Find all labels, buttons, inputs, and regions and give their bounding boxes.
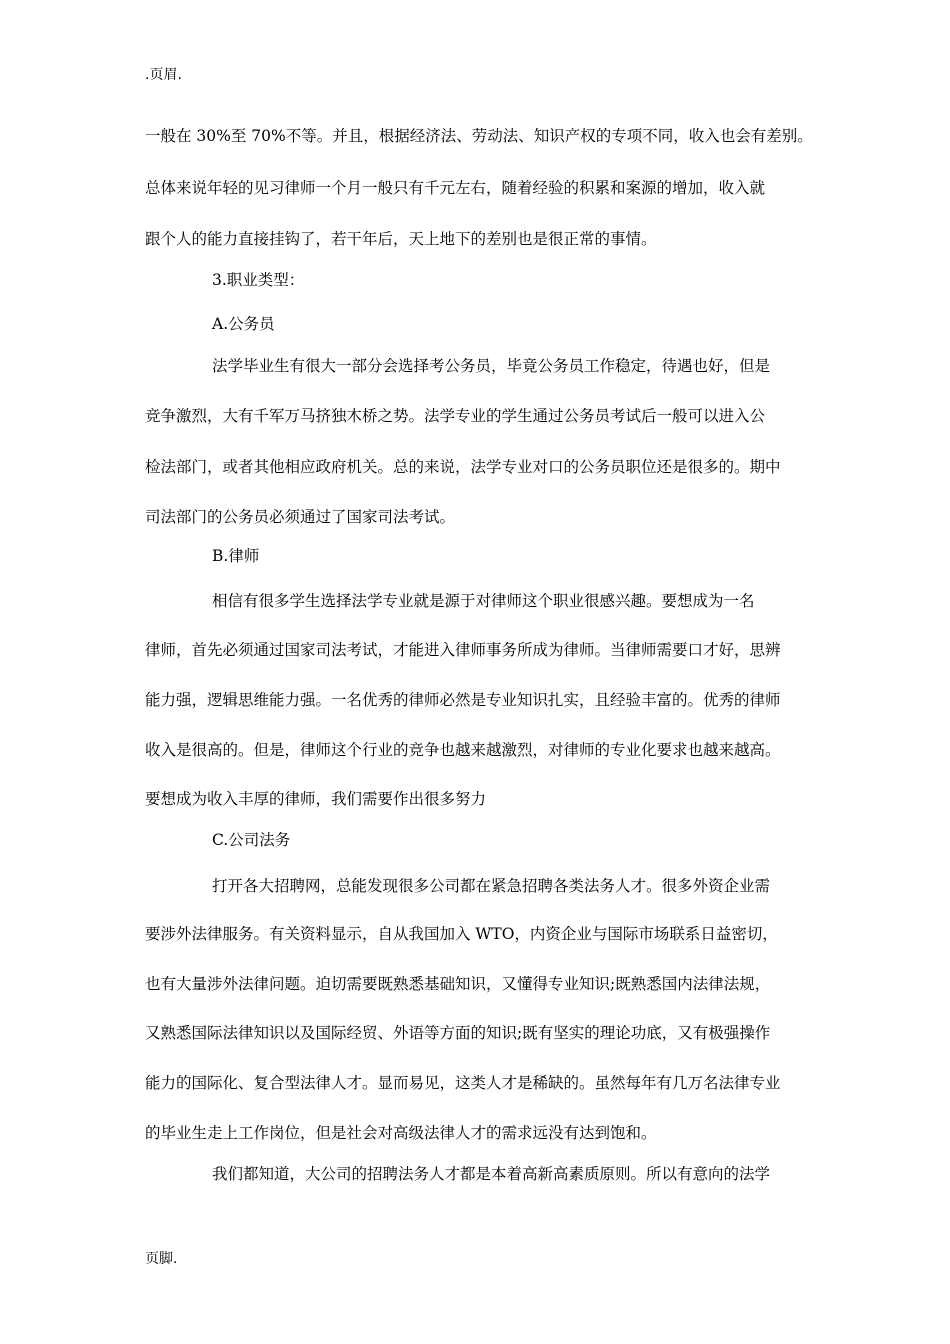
body-line: 又熟悉国际法律知识以及国际经贸、外语等方面的知识;既有坚实的理论功底，又有极强操作 — [145, 1024, 771, 1042]
body-line: 竞争激烈，大有千军万马挤独木桥之势。法学专业的学生通过公务员考试后一般可以进入公 — [145, 407, 766, 425]
body-line: 收入是很高的。但是，律师这个行业的竞争也越来越激烈，对律师的专业化要求也越来越高。 — [145, 741, 781, 759]
subsection-heading: B.律师 — [212, 547, 260, 565]
body-line: 的毕业生走上工作岗位，但是社会对高级法律人才的需求远没有达到饱和。 — [145, 1124, 657, 1142]
body-line: 打开各大招聘网，总能发现很多公司都在紧急招聘各类法务人才。很多外资企业需 — [212, 877, 771, 895]
body-line: 一般在 30%至 70%不等。并且，根据经济法、劳动法、知识产权的专项不同，收入也会有差别。 — [145, 127, 813, 145]
body-line: 总体来说年轻的见习律师一个月一般只有千元左右，随着经验的积累和案源的增加，收入就 — [145, 179, 766, 197]
body-line: 法学毕业生有很大一部分会选择考公务员，毕竟公务员工作稳定，待遇也好，但是 — [212, 357, 771, 375]
subsection-heading: C.公司法务 — [212, 831, 291, 849]
body-line: 跟个人的能力直接挂钩了，若干年后，天上地下的差别也是很正常的事情。 — [145, 230, 657, 248]
page-footer: 页脚. — [145, 1251, 178, 1267]
body-line: 要涉外法律服务。有关资料显示，自从我国加入 WTO，内资企业与国际市场联系日益密切， — [145, 925, 778, 943]
body-line: 律师，首先必须通过国家司法考试，才能进入律师事务所成为律师。当律师需要口才好，思辨 — [145, 641, 781, 659]
body-line: 司法部门的公务员必须通过了国家司法考试。 — [145, 508, 456, 526]
body-line: 也有大量涉外法律问题。迫切需要既熟悉基础知识，又懂得专业知识;既熟悉国内法律法规， — [145, 975, 771, 993]
body-line: 我们都知道，大公司的招聘法务人才都是本着高新高素质原则。所以有意向的法学 — [212, 1165, 771, 1183]
body-line: 能力强，逻辑思维能力强。一名优秀的律师必然是专业知识扎实，且经验丰富的。优秀的律师 — [145, 691, 781, 709]
body-line: 能力的国际化、复合型法律人才。显而易见，这类人才是稀缺的。虽然每年有几万名法律专业 — [145, 1074, 781, 1092]
section-heading: 3.职业类型： — [212, 271, 305, 289]
body-line: 相信有很多学生选择法学专业就是源于对律师这个职业很感兴趣。要想成为一名 — [212, 592, 755, 610]
page-header: .页眉. — [145, 67, 182, 83]
body-line: 检法部门，或者其他相应政府机关。总的来说，法学专业对口的公务员职位还是很多的。期中 — [145, 458, 781, 476]
body-line: 要想成为收入丰厚的律师，我们需要作出很多努力 — [145, 790, 487, 808]
subsection-heading: A.公务员 — [212, 315, 275, 333]
